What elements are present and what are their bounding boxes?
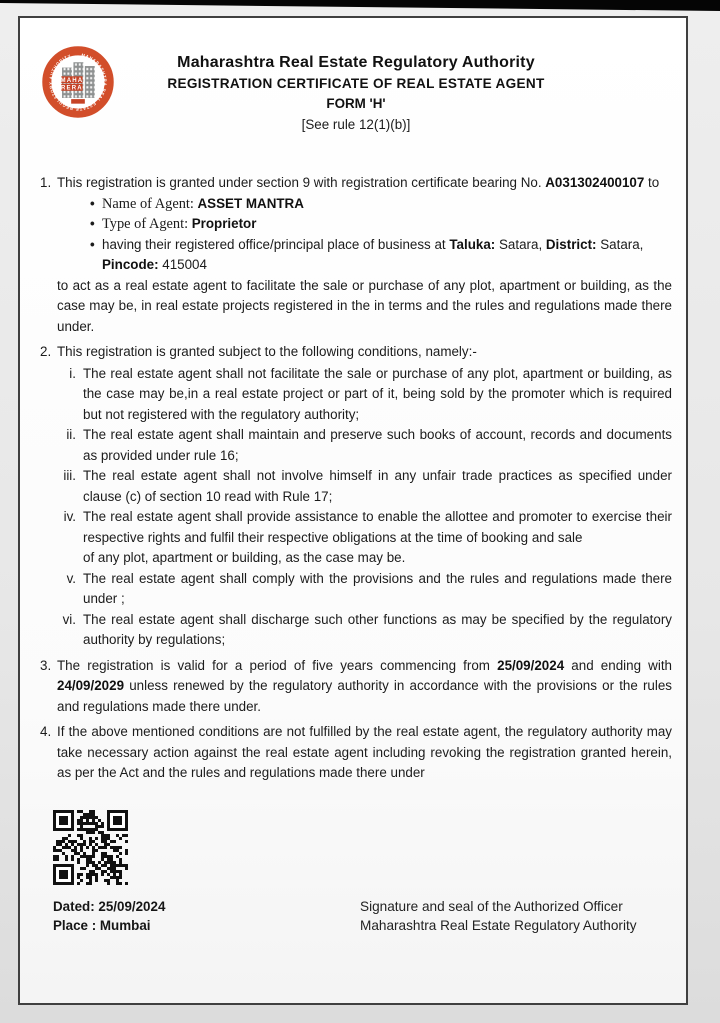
condition-label: i.: [69, 365, 76, 381]
conditions-list: [57, 364, 672, 651]
bullet-icon: •: [90, 216, 95, 231]
qr-code-icon: [53, 810, 128, 885]
clause-list: [40, 173, 672, 784]
agent-name-row: [90, 194, 672, 215]
clause-4: [40, 722, 672, 784]
certificate-header: [40, 18, 672, 135]
condition-label: iv.: [63, 509, 76, 524]
authority-title: Maharashtra Real Estate Regulatory Authority: [177, 54, 535, 71]
agent-type: Type of Agent: Proprietor: [102, 216, 257, 232]
agent-details-list: [90, 194, 672, 276]
form-title: FORM 'H': [326, 96, 386, 111]
footer-left: [53, 810, 165, 935]
condition-ii: ii. The real estate agent shall maintain and preserve such books of account, records and documents as provided under rule 16;: [57, 425, 672, 466]
rule-reference: [See rule 12(1)(b)]: [301, 117, 411, 132]
condition-label: ii.: [66, 427, 76, 442]
certificate-footer: [40, 810, 672, 935]
signature-line: Signature and seal of the Authorized Officer: [360, 898, 623, 914]
clause-number: 1.: [40, 175, 52, 190]
signature-block: [360, 897, 672, 935]
agent-type-row: [90, 214, 672, 235]
agent-name: Name of Agent: ASSET MANTRA: [102, 195, 304, 212]
condition-vi: vi. The real estate agent shall discharge such other functions as may be specified by the regulatory authority by regulations;: [57, 610, 672, 651]
signature-authority-line: Maharashtra Real Estate Regulatory Authority: [360, 917, 637, 933]
scan-edge-bar: [0, 0, 720, 12]
clause-2-intro: This registration is granted subject to the following conditions, namely:-: [57, 344, 477, 359]
seal-ring-text: MAHARASHTRA REAL ESTATE REGULATORY AUTHORITY: [48, 52, 108, 112]
agent-address-row: [90, 235, 672, 276]
certificate-sheet: [18, 16, 688, 1005]
clause-3: [40, 656, 672, 718]
bullet-icon: •: [90, 236, 95, 252]
condition-iv: iv. The real estate agent shall provide assistance to enable the allottee and promoter to exercise their respective rights and fulfil their respective obligations at the time of booking and sale of any plot, apartment or building, as the case may be.: [57, 507, 672, 569]
bullet-icon: •: [90, 195, 95, 211]
clause-number: 4.: [40, 724, 52, 739]
condition-iii: iii. The real estate agent shall not involve himself in any unfair trade practices as specified under clause (c) of section 10 read with Rule 17;: [57, 466, 672, 507]
clause-2: [40, 342, 672, 651]
place-line: Place : Mumbai: [53, 917, 151, 933]
seal-band-maha: MAHA: [60, 77, 84, 84]
condition-label: iii.: [63, 468, 76, 483]
seal-band-rera: RERA: [61, 84, 83, 92]
certificate-title: REGISTRATION CERTIFICATE OF REAL ESTATE AGENT: [167, 76, 545, 91]
clause-number: 3.: [40, 657, 52, 673]
clause-1: [40, 173, 672, 337]
maharera-logo: [40, 44, 116, 120]
clause-1-continuation: to act as a real estate agent to facilitate the sale or purchase of any plot, apartment or building, as the case may be, in real estate projects registered in the in terms and the rules and regulations made there under.: [57, 277, 672, 334]
agent-address: having their registered office/principal place of business at Taluka: Satara, District: Satara, Pincode: 415004: [102, 236, 644, 272]
dated-line: Dated: 25/09/2024: [53, 898, 166, 914]
validity-text: The registration is valid for a period of five years commencing from 25/09/2024 and ending with 24/09/2029 unless renewed by the regulatory authority in accordance with the provisions or the rules and regulations made there under.: [57, 657, 672, 714]
condition-label: v.: [66, 570, 76, 586]
maharera-seal-icon: [40, 44, 116, 120]
condition-i: i. The real estate agent shall not facilitate the sale or purchase of any plot, apartment or building, as the case may be,in a real estate project or part of it, being sold by the promoter which is required but not registered with the regulatory authority;: [57, 364, 672, 426]
clause-number: 2.: [40, 344, 52, 359]
revocation-text: If the above mentioned conditions are not fulfilled by the real estate agent, the regulatory authority may take necessary action against the real estate agent including revoking the registration granted herein, as per the Act and the rules and regulations made there under: [57, 724, 672, 780]
condition-label: vi.: [62, 611, 76, 627]
condition-v: v. The real estate agent shall comply with the provisions and the rules and regulations made there under ;: [57, 569, 672, 610]
clause-1-intro: This registration is granted under section 9 with registration certificate bearing No. A031302400107 to: [57, 175, 660, 190]
